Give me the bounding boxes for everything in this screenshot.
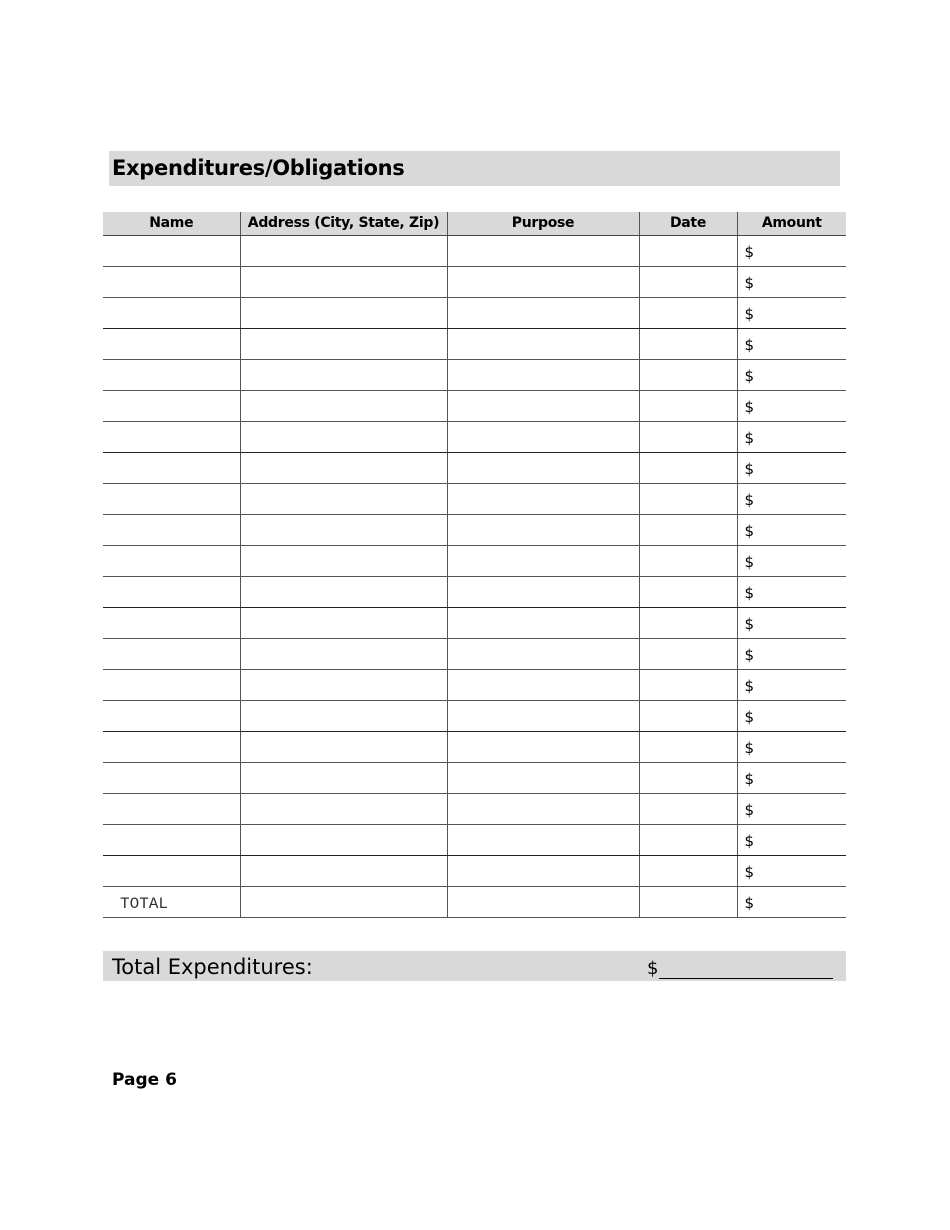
cell-amount[interactable] — [737, 515, 846, 546]
cell-name[interactable] — [103, 670, 240, 701]
cell-date[interactable] — [639, 794, 737, 825]
cell-address[interactable] — [240, 391, 447, 422]
dollar-sign: $ — [744, 863, 755, 881]
cell-date[interactable] — [639, 825, 737, 856]
cell-name[interactable] — [103, 391, 240, 422]
total-row — [103, 887, 846, 918]
table-row — [103, 298, 846, 329]
cell-date[interactable] — [639, 391, 737, 422]
table-row — [103, 391, 846, 422]
cell-name[interactable] — [103, 825, 240, 856]
cell-name[interactable] — [103, 639, 240, 670]
cell-amount[interactable] — [737, 732, 846, 763]
dollar-sign: $ — [744, 615, 755, 633]
cell-name[interactable] — [103, 329, 240, 360]
cell-amount[interactable] — [737, 484, 846, 515]
cell-date[interactable] — [639, 515, 737, 546]
cell-date[interactable] — [639, 670, 737, 701]
cell-address[interactable] — [240, 670, 447, 701]
cell-purpose[interactable] — [447, 484, 639, 515]
table-row — [103, 670, 846, 701]
cell-date[interactable] — [639, 732, 737, 763]
dollar-sign: $ — [744, 429, 755, 447]
cell-address[interactable] — [240, 701, 447, 732]
column-header-purpose: Purpose — [447, 212, 639, 236]
dollar-sign: $ — [744, 894, 755, 912]
cell-purpose[interactable] — [447, 701, 639, 732]
cell-purpose[interactable] — [447, 577, 639, 608]
total-expenditures-bar — [103, 951, 846, 981]
cell-total-label — [103, 887, 240, 918]
cell-name[interactable] — [103, 732, 240, 763]
cell-name[interactable] — [103, 453, 240, 484]
cell-date[interactable] — [639, 453, 737, 484]
cell-purpose[interactable] — [447, 267, 639, 298]
cell-amount[interactable] — [737, 701, 846, 732]
table-row — [103, 701, 846, 732]
cell-date[interactable] — [639, 422, 737, 453]
cell-purpose[interactable] — [447, 329, 639, 360]
table-header-row — [103, 212, 846, 236]
expenditures-table — [103, 212, 846, 918]
cell-name[interactable] — [103, 856, 240, 887]
cell-date[interactable] — [639, 577, 737, 608]
cell-address[interactable] — [240, 856, 447, 887]
cell-amount[interactable] — [737, 236, 846, 267]
cell-address[interactable] — [240, 360, 447, 391]
table-row — [103, 825, 846, 856]
cell-address[interactable] — [240, 608, 447, 639]
dollar-sign: $ — [744, 553, 755, 571]
cell-purpose[interactable] — [447, 360, 639, 391]
cell-address[interactable] — [240, 577, 447, 608]
dollar-sign: $ — [744, 646, 755, 664]
total-expenditures-label: Total Expenditures: — [112, 955, 313, 979]
cell-name[interactable] — [103, 298, 240, 329]
cell-amount[interactable] — [737, 794, 846, 825]
cell-date[interactable] — [639, 639, 737, 670]
table-row — [103, 546, 846, 577]
cell-name[interactable] — [103, 484, 240, 515]
cell-address[interactable] — [240, 763, 447, 794]
cell-amount[interactable] — [737, 856, 846, 887]
cell-address[interactable] — [240, 236, 447, 267]
cell-date[interactable] — [639, 267, 737, 298]
cell-name[interactable] — [103, 267, 240, 298]
cell-purpose[interactable] — [447, 825, 639, 856]
cell-purpose[interactable] — [447, 732, 639, 763]
cell-date[interactable] — [639, 329, 737, 360]
table-row — [103, 453, 846, 484]
cell-address[interactable] — [240, 825, 447, 856]
dollar-sign: $ — [744, 336, 755, 354]
cell-purpose[interactable] — [447, 453, 639, 484]
table-row — [103, 360, 846, 391]
cell-purpose[interactable] — [447, 546, 639, 577]
cell-name[interactable] — [103, 577, 240, 608]
dollar-sign: $ — [744, 522, 755, 540]
cell-amount[interactable] — [737, 391, 846, 422]
table-row — [103, 484, 846, 515]
table-row — [103, 794, 846, 825]
table-row — [103, 856, 846, 887]
cell-amount[interactable] — [737, 639, 846, 670]
cell-total-address[interactable] — [240, 887, 447, 918]
dollar-sign: $ — [744, 243, 755, 261]
cell-name[interactable] — [103, 515, 240, 546]
cell-name[interactable] — [103, 794, 240, 825]
cell-purpose[interactable] — [447, 608, 639, 639]
cell-date[interactable] — [639, 763, 737, 794]
cell-date[interactable] — [639, 856, 737, 887]
cell-amount[interactable] — [737, 546, 846, 577]
cell-amount[interactable] — [737, 453, 846, 484]
table-row — [103, 732, 846, 763]
cell-address[interactable] — [240, 732, 447, 763]
cell-date[interactable] — [639, 546, 737, 577]
cell-name[interactable] — [103, 422, 240, 453]
cell-purpose[interactable] — [447, 422, 639, 453]
column-header-date: Date — [639, 212, 737, 236]
cell-address[interactable] — [240, 546, 447, 577]
page-number: Page 6 — [112, 1070, 177, 1090]
table-row — [103, 639, 846, 670]
dollar-sign: $ — [744, 832, 755, 850]
cell-amount[interactable] — [737, 763, 846, 794]
cell-amount[interactable] — [737, 329, 846, 360]
cell-purpose[interactable] — [447, 236, 639, 267]
total-label: TOTAL — [120, 895, 169, 913]
cell-date[interactable] — [639, 360, 737, 391]
cell-name[interactable] — [103, 236, 240, 267]
cell-name[interactable] — [103, 546, 240, 577]
cell-amount[interactable] — [737, 298, 846, 329]
cell-amount[interactable] — [737, 670, 846, 701]
cell-date[interactable] — [639, 298, 737, 329]
cell-address[interactable] — [240, 267, 447, 298]
dollar-sign: $ — [744, 739, 755, 757]
cell-total-purpose[interactable] — [447, 887, 639, 918]
cell-address[interactable] — [240, 453, 447, 484]
cell-address[interactable] — [240, 484, 447, 515]
cell-address[interactable] — [240, 329, 447, 360]
cell-name[interactable] — [103, 360, 240, 391]
column-header-address: Address (City, State, Zip) — [240, 212, 447, 236]
cell-purpose[interactable] — [447, 391, 639, 422]
dollar-sign: $ — [744, 584, 755, 602]
column-header-name: Name — [103, 212, 240, 236]
dollar-sign: $ — [744, 460, 755, 478]
section-title: Expenditures/Obligations — [109, 151, 840, 186]
table-row — [103, 515, 846, 546]
table-row — [103, 329, 846, 360]
dollar-sign: $ — [744, 274, 755, 292]
cell-purpose[interactable] — [447, 763, 639, 794]
dollar-sign: $ — [744, 398, 755, 416]
cell-address[interactable] — [240, 515, 447, 546]
cell-name[interactable] — [103, 763, 240, 794]
column-header-amount: Amount — [737, 212, 846, 236]
dollar-sign: $ — [744, 801, 755, 819]
dollar-sign: $ — [744, 367, 755, 385]
cell-date[interactable] — [639, 608, 737, 639]
cell-amount[interactable] — [737, 825, 846, 856]
cell-purpose[interactable] — [447, 515, 639, 546]
dollar-sign: $ — [744, 708, 755, 726]
total-expenditures-currency: $ — [647, 958, 659, 979]
dollar-sign: $ — [744, 770, 755, 788]
cell-amount[interactable] — [737, 360, 846, 391]
dollar-sign: $ — [744, 491, 755, 509]
dollar-sign: $ — [744, 305, 755, 323]
cell-total-amount[interactable] — [737, 887, 846, 918]
total-expenditures-field[interactable] — [659, 978, 833, 979]
cell-date[interactable] — [639, 236, 737, 267]
table-row — [103, 763, 846, 794]
cell-date[interactable] — [639, 701, 737, 732]
cell-purpose[interactable] — [447, 794, 639, 825]
cell-name[interactable] — [103, 701, 240, 732]
cell-name[interactable] — [103, 608, 240, 639]
cell-date[interactable] — [639, 484, 737, 515]
cell-purpose[interactable] — [447, 298, 639, 329]
cell-amount[interactable] — [737, 608, 846, 639]
table-row — [103, 267, 846, 298]
cell-purpose[interactable] — [447, 639, 639, 670]
table-row — [103, 236, 846, 267]
cell-amount[interactable] — [737, 267, 846, 298]
cell-address[interactable] — [240, 639, 447, 670]
cell-amount[interactable] — [737, 577, 846, 608]
table-row — [103, 608, 846, 639]
cell-address[interactable] — [240, 422, 447, 453]
cell-amount[interactable] — [737, 422, 846, 453]
cell-total-date[interactable] — [639, 887, 737, 918]
table-row — [103, 422, 846, 453]
cell-purpose[interactable] — [447, 856, 639, 887]
cell-purpose[interactable] — [447, 670, 639, 701]
cell-address[interactable] — [240, 794, 447, 825]
table-row — [103, 577, 846, 608]
dollar-sign: $ — [744, 677, 755, 695]
cell-address[interactable] — [240, 298, 447, 329]
